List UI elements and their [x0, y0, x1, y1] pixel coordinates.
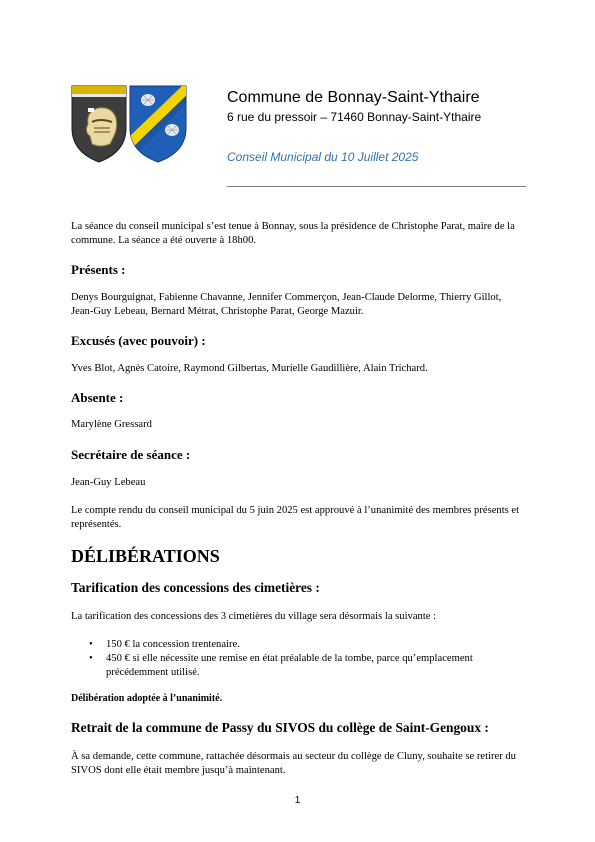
left-shield-icon [72, 86, 126, 162]
excuses-list: Yves Blot, Agnès Catoire, Raymond Gilbertas, Murielle Gaudillière, Alain Trichard. [71, 363, 428, 374]
right-shield-icon [130, 86, 188, 162]
coat-of-arms-icon [70, 84, 188, 164]
retrait-paragraph: À sa demande, cette commune, rattachée désormais au secteur du collège de Cluny, souhaite se retirer du SIVOS dont elle était membre jusqu’à maintenant. [71, 751, 516, 776]
list-item [71, 638, 526, 652]
meeting-title: Conseil Municipal du 10 Juillet 2025 [227, 150, 419, 164]
tarification-decision: Délibération adoptée à l’unanimité. [71, 693, 223, 704]
bullet-icon: • [89, 639, 93, 650]
tarification-intro: La tarification des concessions des 3 cimetières du village sera désormais la suivante : [71, 611, 437, 622]
tarification-heading: Tarification des concessions des cimetières : [71, 580, 320, 595]
deliberations-heading: DÉLIBÉRATIONS [71, 546, 220, 566]
compte-rendu-paragraph: Le compte rendu du conseil municipal du 5 juin 2025 est approuvé à l’unanimité des membres présents et représentés. [71, 505, 520, 530]
list-item-text: 450 € si elle nécessite une remise en état préalable de la tombe, parce qu’emplacement précédemment utilisé. [106, 653, 473, 678]
commune-name: Commune de Bonnay-Saint-Ythaire [227, 89, 480, 106]
absente-list: Marylène Gressard [71, 419, 152, 430]
secretaire-name: Jean-Guy Lebeau [71, 477, 146, 488]
absente-heading: Absente : [71, 390, 124, 405]
intro-paragraph: La séance du conseil municipal s’est tenue à Bonnay, sous la présidence de Christophe Parat, maire de la commune. La séance a été ouverte à 18h00. [71, 221, 515, 246]
presents-list: Denys Bourguignat, Fabienne Chavanne, Jennifer Commerçon, Jean-Claude Delorme, Thierry Gillot, Jean-Guy Lebeau, Bernard Métrat, Christophe Parat, George Mazuir. [71, 292, 502, 317]
list-item-text: 150 € la concession trentenaire. [106, 639, 240, 650]
excuses-heading: Excusés (avec pouvoir) : [71, 333, 206, 348]
list-item [71, 652, 526, 680]
secretaire-heading: Secrétaire de séance : [71, 447, 191, 462]
page-number: 1 [294, 795, 301, 806]
retrait-heading: Retrait de la commune de Passy du SIVOS du collège de Saint-Gengoux : [71, 720, 489, 735]
tarification-list [71, 638, 526, 680]
commune-address: 6 rue du pressoir – 71460 Bonnay-Saint-Ythaire [227, 110, 482, 124]
bullet-icon: • [89, 653, 93, 664]
presents-heading: Présents : [71, 262, 126, 277]
header-divider [227, 186, 526, 187]
